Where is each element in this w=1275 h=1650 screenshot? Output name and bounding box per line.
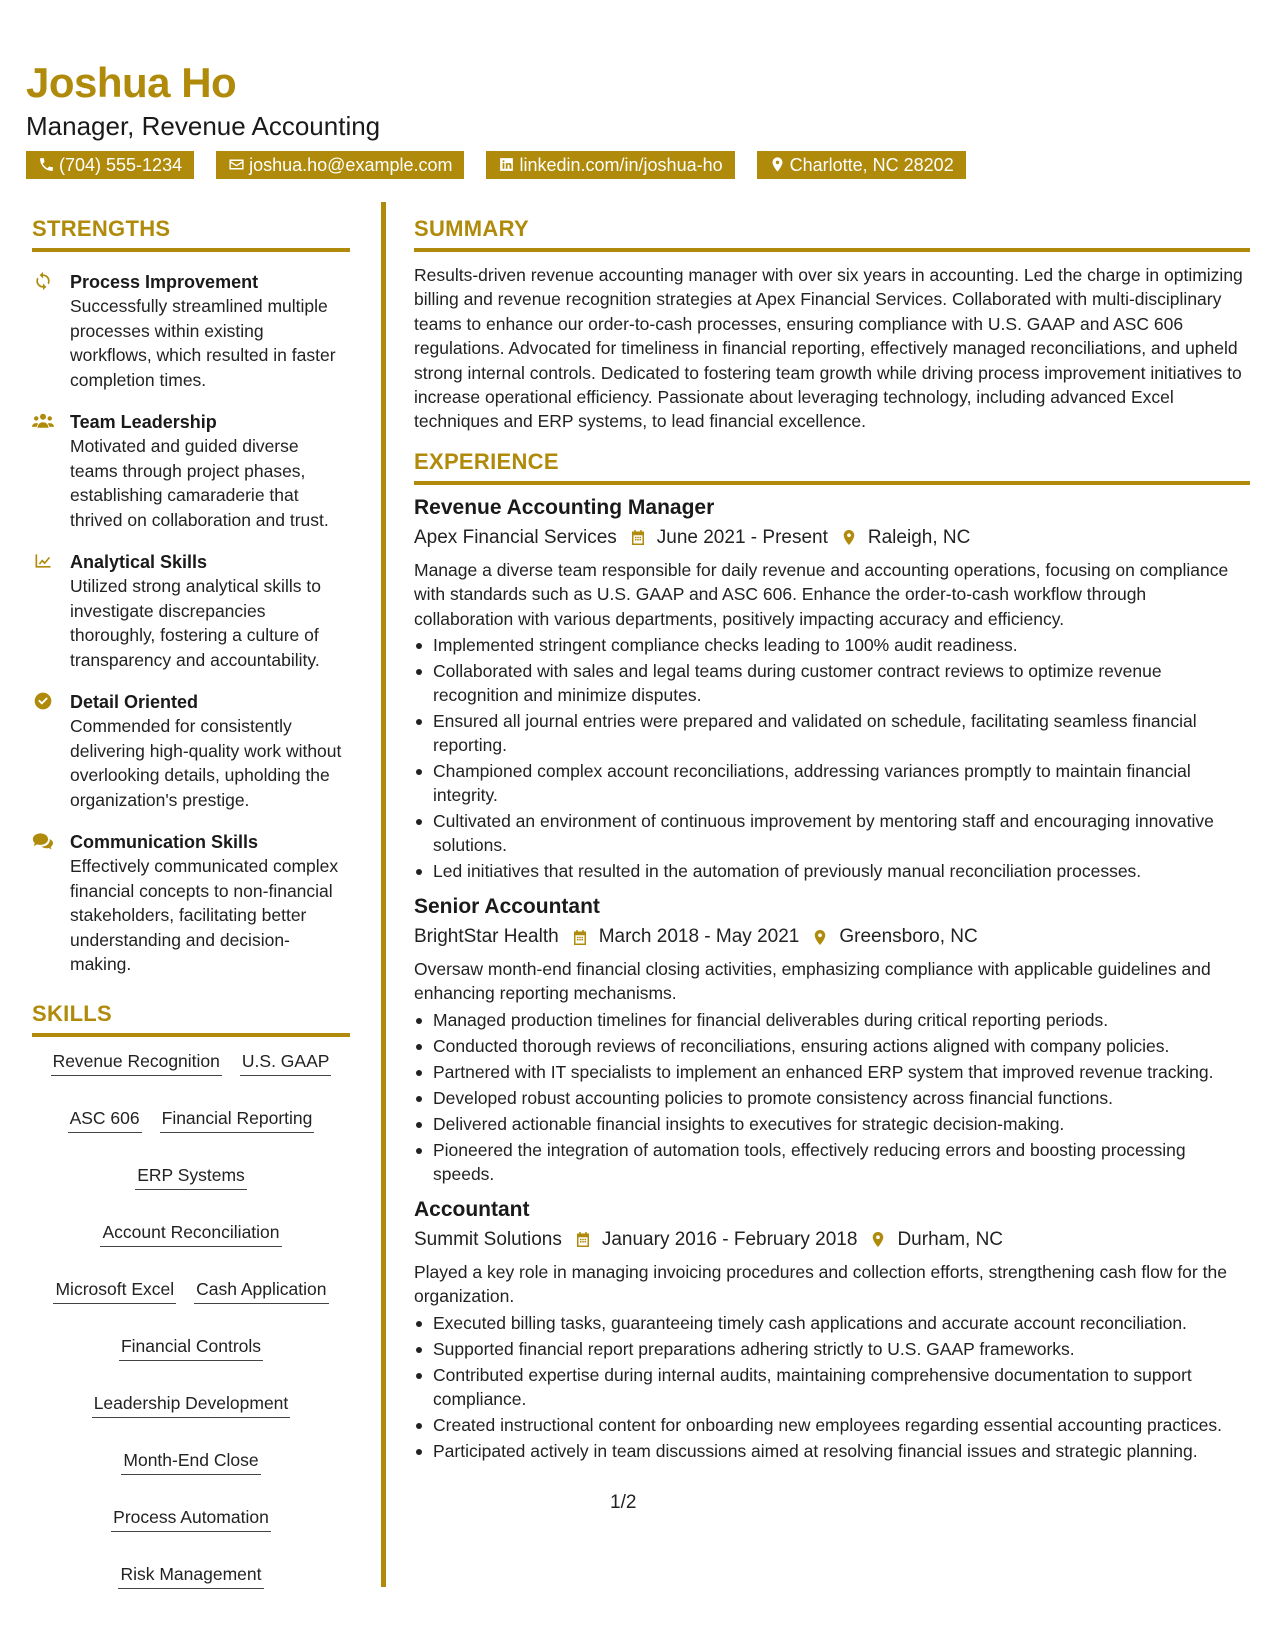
chart-line-icon	[32, 551, 54, 571]
skill-tag: Risk Management	[118, 1562, 263, 1589]
job-description: Played a key role in managing invoicing procedures and collection efforts, strengthening cash flow for the organization.	[414, 1261, 1227, 1307]
experience-entry	[414, 893, 1250, 1186]
calendar-icon	[574, 1230, 592, 1249]
bullet-item: Participated actively in team discussions aimed at resolving financial issues and strategic planning.	[414, 1439, 1250, 1463]
bullet-item: Contributed expertise during internal audits, maintaining comprehensive documentation to support compliance.	[414, 1363, 1250, 1411]
bullet-item: Delivered actionable financial insights to executives for strategic decision-making.	[414, 1112, 1250, 1136]
candidate-title: Manager, Revenue Accounting	[26, 111, 381, 141]
job-location: Greensboro, NC	[839, 926, 978, 948]
bullet-item: Managed production timelines for financial deliverables during critical reporting periods.	[414, 1008, 1250, 1032]
skill-tag: ASC 606	[68, 1106, 142, 1133]
strength-desc: Effectively communicated complex financial concepts to non-financial stakeholders, facilitating better understanding and decision-making.	[70, 856, 339, 974]
job-bullets	[414, 633, 1250, 883]
job-description: Manage a diverse team responsible for daily revenue and accounting operations, focusing on compliance with standards such as U.S. GAAP and ASC 606. Enhance the order-to-cash workflow through collaboration with various departments, positively impacting accuracy and efficiency.	[414, 559, 1229, 629]
strength-item	[32, 830, 350, 977]
users-icon	[32, 411, 54, 431]
candidate-name: Joshua Ho	[26, 59, 237, 106]
skill-tag: ERP Systems	[135, 1163, 247, 1190]
bullet-item: Cultivated an environment of continuous improvement by mentoring staff and encouraging innovative solutions.	[414, 809, 1250, 857]
job-meta	[414, 524, 1250, 552]
job-title: Accountant	[414, 1197, 530, 1221]
envelope-icon	[228, 156, 245, 173]
job-company: BrightStar Health	[414, 926, 559, 948]
strength-name: Detail Oriented	[70, 692, 199, 712]
skill-tag: Leadership Development	[92, 1391, 291, 1418]
strength-desc: Motivated and guided diverse teams through project phases, establishing camaraderie that thrived on collaboration and trust.	[70, 436, 329, 530]
contact-linkedin[interactable]	[486, 151, 734, 179]
bullet-item: Pioneered the integration of automation tools, effectively reducing errors and boosting processing speeds.	[414, 1138, 1250, 1186]
job-bullets	[414, 1311, 1250, 1463]
contact-email-text: joshua.ho@example.com	[249, 154, 453, 175]
left-column	[32, 218, 350, 1589]
strength-item	[32, 270, 350, 392]
job-dates: March 2018 - May 2021	[598, 926, 800, 948]
contact-bar	[26, 151, 988, 179]
skill-tag: Process Automation	[111, 1505, 271, 1532]
contact-phone	[26, 151, 194, 179]
bullet-item: Led initiatives that resulted in the automation of previously manual reconciliation processes.	[414, 859, 1250, 883]
skill-tag: Microsoft Excel	[53, 1277, 176, 1304]
location-pin-icon	[811, 928, 829, 947]
summary-text: Results-driven revenue accounting manager with over six years in accounting. Led the charge in optimizing billing and revenue recognition strategies at Apex Financial Services. Collaborated with multi-disciplinary teams to enhance our order-to-cash processes, ensuring compliance with U.S. GAAP and ASC 606 regulations. Advocated for timeliness in financial reporting, effectively managed reconciliations, and upheld strong internal controls. Dedicated to fostering team growth while driving process improvement initiatives to increase operational efficiency. Passionate about leveraging technology, including advanced Excel techniques and ERP systems, to lead financial excellence.	[414, 265, 1243, 432]
bullet-item: Executed billing tasks, guaranteeing timely cash applications and accurate account reconciliation.	[414, 1311, 1250, 1335]
bullet-item: Partnered with IT specialists to implement an enhanced ERP system that improved revenue tracking.	[414, 1060, 1250, 1084]
strength-name: Team Leadership	[70, 412, 217, 432]
contact-location-text: Charlotte, NC 28202	[789, 154, 954, 175]
contact-email[interactable]	[216, 151, 464, 179]
resume-header	[26, 59, 988, 179]
summary-heading: SUMMARY	[414, 218, 1250, 252]
job-company: Summit Solutions	[414, 1228, 562, 1250]
job-meta	[414, 923, 1250, 951]
bullet-item: Implemented stringent compliance checks leading to 100% audit readiness.	[414, 633, 1250, 657]
contact-linkedin-text: linkedin.com/in/joshua-ho	[519, 154, 723, 175]
comments-icon	[32, 831, 54, 851]
job-title: Senior Accountant	[414, 895, 600, 919]
job-dates: June 2021 - Present	[656, 526, 828, 548]
strength-item	[32, 550, 350, 672]
bullet-item: Conducted thorough reviews of reconciliations, ensuring actions aligned with company policies.	[414, 1034, 1250, 1058]
job-meta	[414, 1226, 1250, 1254]
bullet-item: Supported financial report preparations adhering strictly to U.S. GAAP frameworks.	[414, 1337, 1250, 1361]
skill-tag: Cash Application	[194, 1277, 328, 1304]
job-company: Apex Financial Services	[414, 526, 617, 548]
contact-phone-text: (704) 555-1234	[59, 154, 183, 175]
bullet-item: Developed robust accounting policies to promote consistency across financial functions.	[414, 1086, 1250, 1110]
page-number: 1/2	[610, 1492, 637, 1513]
location-pin-icon	[769, 156, 786, 173]
calendar-icon	[629, 528, 647, 547]
skill-tag: Revenue Recognition	[51, 1049, 222, 1076]
refresh-icon	[32, 271, 54, 291]
location-pin-icon	[869, 1230, 887, 1249]
job-description: Oversaw month-end financial closing activities, emphasizing compliance with applicable guidelines and enhancing reporting mechanisms.	[414, 959, 1211, 1004]
strengths-heading: STRENGTHS	[32, 218, 350, 252]
calendar-icon	[571, 928, 589, 947]
linkedin-icon	[498, 156, 515, 173]
bullet-item: Created instructional content for onboarding new employees regarding essential accounting practices.	[414, 1413, 1250, 1437]
skills-list	[32, 1049, 350, 1589]
experience-entry	[414, 494, 1250, 883]
right-column	[414, 218, 1250, 1465]
skill-tag: Financial Controls	[119, 1334, 263, 1361]
strength-item	[32, 690, 350, 812]
check-circle-icon	[32, 691, 54, 711]
strength-name: Process Improvement	[70, 272, 259, 292]
skills-heading: SKILLS	[32, 1003, 350, 1037]
phone-icon	[38, 156, 55, 173]
skill-tag: Account Reconciliation	[100, 1220, 281, 1247]
job-dates: January 2016 - February 2018	[601, 1228, 858, 1250]
contact-location	[757, 151, 966, 179]
location-pin-icon	[840, 528, 858, 547]
strength-desc: Commended for consistently delivering high-quality work without overlooking details, upholding the organization's prestige.	[70, 716, 342, 810]
experience-heading: EXPERIENCE	[414, 451, 1250, 485]
strength-desc: Utilized strong analytical skills to investigate discrepancies thoroughly, fostering a culture of transparency and accountability.	[70, 576, 321, 670]
skill-tag: Month-End Close	[121, 1448, 260, 1475]
bullet-item: Ensured all journal entries were prepared and validated on schedule, facilitating seamless financial reporting.	[414, 709, 1250, 757]
job-location: Raleigh, NC	[867, 526, 971, 548]
bullet-item: Championed complex account reconciliations, addressing variances promptly to maintain financial integrity.	[414, 759, 1250, 807]
strength-item	[32, 410, 350, 532]
skill-tag: Financial Reporting	[160, 1106, 315, 1133]
job-title: Revenue Accounting Manager	[414, 495, 715, 519]
strength-desc: Successfully streamlined multiple processes within existing workflows, which resulted in faster completion times.	[70, 296, 336, 390]
skill-tag: U.S. GAAP	[240, 1049, 332, 1076]
job-location: Durham, NC	[897, 1228, 1004, 1250]
column-divider	[381, 202, 386, 1587]
strength-name: Analytical Skills	[70, 552, 208, 572]
experience-entry	[414, 1196, 1250, 1463]
bullet-item: Collaborated with sales and legal teams during customer contract reviews to optimize revenue recognition and minimize disputes.	[414, 659, 1250, 707]
strength-name: Communication Skills	[70, 832, 259, 852]
job-bullets	[414, 1008, 1250, 1186]
